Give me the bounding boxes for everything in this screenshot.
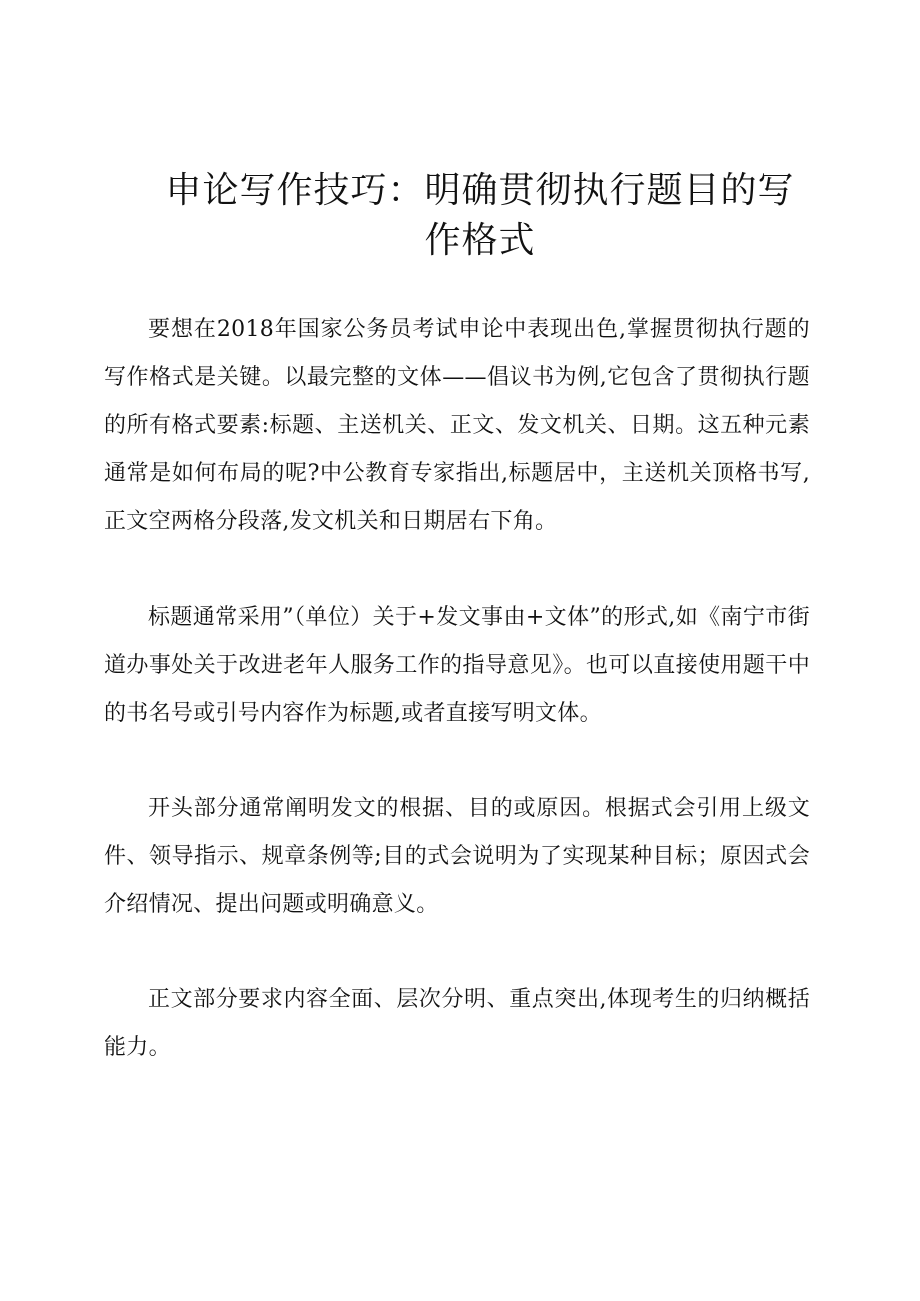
- document-title: 申论写作技巧：明确贯彻执行题目的写作格式: [165, 170, 795, 261]
- paragraph-format-overview: 要想在2018年国家公务员考试申论中表现出色,掌握贯彻执行题的写作格式是关键。以最完整的文体——倡议书为例,它包含了贯彻执行题的所有格式要素:标题、主送机关、正文、发文机关、日期。这五种元素通常是如何布局的呢?中公教育专家指出,标题居中，主送机关顶格书写,正文空两格分段落,发文机关和日期居右下角。: [104, 317, 810, 534]
- paragraph-body-requirements: 正文部分要求内容全面、层次分明、重点突出,体现考生的归纳概括能力。: [104, 987, 810, 1060]
- paragraph-opening: 开头部分通常阐明发文的根据、目的或原因。根据式会引用上级文件、领导指示、规章条例等;目的式会说明为了实现某种目标；原因式会介绍情况、提出问题或明确意义。: [104, 796, 810, 917]
- paragraph-title-format: 标题通常采用”（单位）关于+发文事由+文体”的形式,如《南宁市街道办事处关于改进老年人服务工作的指导意见》。也可以直接使用题干中的书名号或引号内容作为标题,或者直接写明文体。: [104, 605, 810, 726]
